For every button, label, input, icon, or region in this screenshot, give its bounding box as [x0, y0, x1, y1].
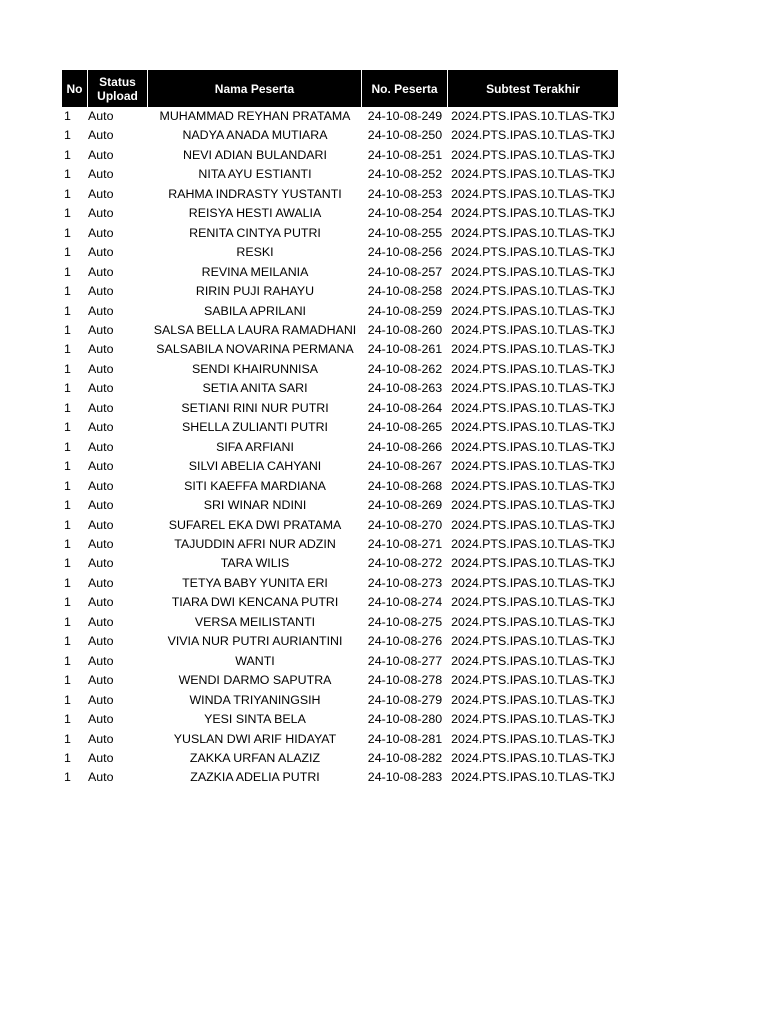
- cell-no-peserta: 24-10-08-276: [367, 634, 443, 649]
- cell-subtest-terakhir: 2024.PTS.IPAS.10.TLAS-TKJ: [451, 712, 615, 727]
- table-row: [62, 691, 618, 710]
- cell-status-upload: Auto: [88, 206, 114, 221]
- cell-nama-peserta: YUSLAN DWI ARIF HIDAYAT: [173, 731, 337, 746]
- cell-status-upload: Auto: [88, 400, 114, 415]
- cell-no-peserta: 24-10-08-258: [367, 284, 443, 299]
- cell-subtest-terakhir: 2024.PTS.IPAS.10.TLAS-TKJ: [451, 614, 615, 629]
- cell-no: 1: [64, 381, 71, 396]
- cell-status-upload: Auto: [88, 478, 114, 493]
- table-row: [62, 632, 618, 651]
- cell-nama-peserta: WENDI DARMO SAPUTRA: [178, 673, 332, 688]
- header-no: No: [62, 70, 88, 107]
- cell-no-peserta: 24-10-08-266: [367, 439, 443, 454]
- cell-no-peserta: 24-10-08-257: [367, 264, 443, 279]
- cell-no-peserta: 24-10-08-249: [367, 109, 443, 123]
- cell-nama-peserta: TARA WILIS: [220, 556, 290, 571]
- cell-no: 1: [64, 634, 71, 649]
- cell-no: 1: [64, 186, 71, 201]
- cell-no: 1: [64, 614, 71, 629]
- cell-nama-peserta: REVINA MEILANIA: [201, 264, 309, 279]
- cell-nama-peserta: TIARA DWI KENCANA PUTRI: [171, 595, 339, 610]
- cell-subtest-terakhir: 2024.PTS.IPAS.10.TLAS-TKJ: [451, 167, 615, 182]
- table-row: [62, 379, 618, 398]
- cell-nama-peserta: SETIANI RINI NUR PUTRI: [181, 400, 329, 415]
- table-row: [62, 282, 618, 301]
- cell-no: 1: [64, 595, 71, 610]
- cell-status-upload: Auto: [88, 731, 114, 746]
- table-row: [62, 321, 618, 340]
- cell-no-peserta: 24-10-08-273: [367, 575, 443, 590]
- cell-no: 1: [64, 498, 71, 513]
- cell-no-peserta: 24-10-08-252: [367, 167, 443, 182]
- cell-no: 1: [64, 109, 71, 123]
- cell-no: 1: [64, 225, 71, 240]
- cell-no-peserta: 24-10-08-272: [367, 556, 443, 571]
- cell-status-upload: Auto: [88, 109, 114, 123]
- cell-nama-peserta: SRI WINAR NDINI: [203, 498, 307, 513]
- cell-no: 1: [64, 439, 71, 454]
- cell-status-upload: Auto: [88, 634, 114, 649]
- cell-status-upload: Auto: [88, 556, 114, 571]
- header-no-peserta: No. Peserta: [362, 70, 448, 107]
- table-row: [62, 185, 618, 204]
- cell-subtest-terakhir: 2024.PTS.IPAS.10.TLAS-TKJ: [451, 361, 615, 376]
- cell-status-upload: Auto: [88, 342, 114, 357]
- cell-nama-peserta: RAHMA INDRASTY YUSTANTI: [168, 186, 342, 201]
- table-row: [62, 710, 618, 729]
- participant-sheet: [62, 70, 618, 788]
- cell-status-upload: Auto: [88, 303, 114, 318]
- cell-nama-peserta: VIVIA NUR PUTRI AURIANTINI: [167, 634, 343, 649]
- cell-status-upload: Auto: [88, 536, 114, 551]
- participant-table: [62, 70, 618, 788]
- cell-nama-peserta: NITA AYU ESTIANTI: [198, 167, 312, 182]
- cell-status-upload: Auto: [88, 361, 114, 376]
- table-row: [62, 146, 618, 165]
- cell-subtest-terakhir: 2024.PTS.IPAS.10.TLAS-TKJ: [451, 264, 615, 279]
- cell-no: 1: [64, 673, 71, 688]
- table-row: [62, 204, 618, 223]
- cell-subtest-terakhir: 2024.PTS.IPAS.10.TLAS-TKJ: [451, 381, 615, 396]
- cell-no-peserta: 24-10-08-271: [367, 536, 443, 551]
- cell-subtest-terakhir: 2024.PTS.IPAS.10.TLAS-TKJ: [451, 556, 615, 571]
- cell-subtest-terakhir: 2024.PTS.IPAS.10.TLAS-TKJ: [451, 284, 615, 299]
- cell-status-upload: Auto: [88, 595, 114, 610]
- cell-status-upload: Auto: [88, 712, 114, 727]
- cell-status-upload: Auto: [88, 322, 114, 337]
- cell-no: 1: [64, 750, 71, 765]
- table-row: [62, 516, 618, 535]
- cell-subtest-terakhir: 2024.PTS.IPAS.10.TLAS-TKJ: [451, 400, 615, 415]
- cell-status-upload: Auto: [88, 614, 114, 629]
- table-row: [62, 652, 618, 671]
- cell-no: 1: [64, 420, 71, 435]
- cell-no-peserta: 24-10-08-251: [367, 147, 443, 162]
- table-row: [62, 593, 618, 612]
- cell-subtest-terakhir: 2024.PTS.IPAS.10.TLAS-TKJ: [451, 770, 615, 785]
- cell-status-upload: Auto: [88, 245, 114, 260]
- cell-subtest-terakhir: 2024.PTS.IPAS.10.TLAS-TKJ: [451, 731, 615, 746]
- cell-no: 1: [64, 459, 71, 474]
- table-row: [62, 126, 618, 145]
- cell-no-peserta: 24-10-08-275: [367, 614, 443, 629]
- cell-no: 1: [64, 206, 71, 221]
- cell-subtest-terakhir: 2024.PTS.IPAS.10.TLAS-TKJ: [451, 342, 615, 357]
- table-row: [62, 477, 618, 496]
- cell-subtest-terakhir: 2024.PTS.IPAS.10.TLAS-TKJ: [451, 322, 615, 337]
- table-row: [62, 302, 618, 321]
- table-row: [62, 671, 618, 690]
- cell-no: 1: [64, 653, 71, 668]
- cell-subtest-terakhir: 2024.PTS.IPAS.10.TLAS-TKJ: [451, 206, 615, 221]
- table-row: [62, 730, 618, 749]
- cell-status-upload: Auto: [88, 186, 114, 201]
- table-row: [62, 496, 618, 515]
- cell-no-peserta: 24-10-08-282: [367, 750, 443, 765]
- cell-no: 1: [64, 575, 71, 590]
- cell-no-peserta: 24-10-08-278: [367, 673, 443, 688]
- cell-nama-peserta: ZAZKIA ADELIA PUTRI: [190, 770, 320, 785]
- table-row: [62, 613, 618, 632]
- cell-nama-peserta: SHELLA ZULIANTI PUTRI: [182, 420, 328, 435]
- cell-no-peserta: 24-10-08-264: [367, 400, 443, 415]
- cell-nama-peserta: RIRIN PUJI RAHAYU: [195, 284, 315, 299]
- cell-status-upload: Auto: [88, 225, 114, 240]
- cell-no: 1: [64, 128, 71, 143]
- table-row: [62, 224, 618, 243]
- cell-subtest-terakhir: 2024.PTS.IPAS.10.TLAS-TKJ: [451, 634, 615, 649]
- cell-nama-peserta: TETYA BABY YUNITA ERI: [182, 575, 328, 590]
- table-row: [62, 768, 618, 787]
- cell-no-peserta: 24-10-08-277: [367, 653, 443, 668]
- cell-no-peserta: 24-10-08-259: [367, 303, 443, 318]
- cell-subtest-terakhir: 2024.PTS.IPAS.10.TLAS-TKJ: [451, 750, 615, 765]
- cell-status-upload: Auto: [88, 575, 114, 590]
- cell-no-peserta: 24-10-08-280: [367, 712, 443, 727]
- cell-status-upload: Auto: [88, 147, 114, 162]
- cell-status-upload: Auto: [88, 459, 114, 474]
- cell-subtest-terakhir: 2024.PTS.IPAS.10.TLAS-TKJ: [451, 128, 615, 143]
- table-row: [62, 263, 618, 282]
- table-row: [62, 340, 618, 359]
- cell-no-peserta: 24-10-08-265: [367, 420, 443, 435]
- cell-no: 1: [64, 264, 71, 279]
- cell-no-peserta: 24-10-08-253: [367, 186, 443, 201]
- cell-subtest-terakhir: 2024.PTS.IPAS.10.TLAS-TKJ: [451, 420, 615, 435]
- table-row: [62, 438, 618, 457]
- cell-status-upload: Auto: [88, 498, 114, 513]
- cell-subtest-terakhir: 2024.PTS.IPAS.10.TLAS-TKJ: [451, 692, 615, 707]
- cell-no-peserta: 24-10-08-261: [367, 342, 443, 357]
- cell-subtest-terakhir: 2024.PTS.IPAS.10.TLAS-TKJ: [451, 303, 615, 318]
- cell-no: 1: [64, 400, 71, 415]
- cell-subtest-terakhir: 2024.PTS.IPAS.10.TLAS-TKJ: [451, 147, 615, 162]
- cell-no-peserta: 24-10-08-268: [367, 478, 443, 493]
- cell-no-peserta: 24-10-08-256: [367, 245, 443, 260]
- table-row: [62, 574, 618, 593]
- cell-nama-peserta: SENDI KHAIRUNNISA: [192, 361, 318, 376]
- cell-nama-peserta: ZAKKA URFAN ALAZIZ: [189, 750, 321, 765]
- cell-nama-peserta: SILVI ABELIA CAHYANI: [188, 459, 322, 474]
- cell-subtest-terakhir: 2024.PTS.IPAS.10.TLAS-TKJ: [451, 536, 615, 551]
- cell-nama-peserta: NEVI ADIAN BULANDARI: [183, 147, 327, 162]
- cell-no-peserta: 24-10-08-262: [367, 361, 443, 376]
- cell-no: 1: [64, 147, 71, 162]
- cell-nama-peserta: WANTI: [235, 653, 275, 668]
- cell-nama-peserta: SUFAREL EKA DWI PRATAMA: [168, 517, 342, 532]
- cell-nama-peserta: TAJUDDIN AFRI NUR ADZIN: [174, 536, 336, 551]
- cell-no-peserta: 24-10-08-260: [367, 322, 443, 337]
- cell-nama-peserta: SABILA APRILANI: [204, 303, 306, 318]
- cell-nama-peserta: WINDA TRIYANINGSIH: [189, 692, 321, 707]
- cell-status-upload: Auto: [88, 284, 114, 299]
- cell-no: 1: [64, 770, 71, 785]
- cell-status-upload: Auto: [88, 770, 114, 785]
- cell-status-upload: Auto: [88, 673, 114, 688]
- cell-subtest-terakhir: 2024.PTS.IPAS.10.TLAS-TKJ: [451, 653, 615, 668]
- table-row: [62, 457, 618, 476]
- cell-subtest-terakhir: 2024.PTS.IPAS.10.TLAS-TKJ: [451, 109, 615, 123]
- cell-no-peserta: 24-10-08-254: [367, 206, 443, 221]
- cell-no: 1: [64, 342, 71, 357]
- cell-status-upload: Auto: [88, 264, 114, 279]
- cell-status-upload: Auto: [88, 439, 114, 454]
- cell-subtest-terakhir: 2024.PTS.IPAS.10.TLAS-TKJ: [451, 673, 615, 688]
- cell-status-upload: Auto: [88, 420, 114, 435]
- cell-nama-peserta: SIFA ARFIANI: [216, 439, 294, 454]
- cell-subtest-terakhir: 2024.PTS.IPAS.10.TLAS-TKJ: [451, 478, 615, 493]
- cell-nama-peserta: SETIA ANITA SARI: [202, 381, 308, 396]
- header-row: [62, 70, 618, 107]
- cell-no-peserta: 24-10-08-269: [367, 498, 443, 513]
- cell-no: 1: [64, 731, 71, 746]
- cell-subtest-terakhir: 2024.PTS.IPAS.10.TLAS-TKJ: [451, 245, 615, 260]
- cell-no-peserta: 24-10-08-281: [367, 731, 443, 746]
- cell-subtest-terakhir: 2024.PTS.IPAS.10.TLAS-TKJ: [451, 225, 615, 240]
- header-status-upload: [88, 70, 148, 107]
- cell-no-peserta: 24-10-08-270: [367, 517, 443, 532]
- table-row: [62, 243, 618, 262]
- cell-status-upload: Auto: [88, 692, 114, 707]
- table-row: [62, 554, 618, 573]
- cell-subtest-terakhir: 2024.PTS.IPAS.10.TLAS-TKJ: [451, 459, 615, 474]
- cell-no: 1: [64, 245, 71, 260]
- header-subtest-terakhir: Subtest Terakhir: [448, 70, 618, 107]
- cell-nama-peserta: REISYA HESTI AWALIA: [188, 206, 322, 221]
- cell-nama-peserta: RENITA CINTYA PUTRI: [189, 225, 321, 240]
- cell-subtest-terakhir: 2024.PTS.IPAS.10.TLAS-TKJ: [451, 439, 615, 454]
- cell-no-peserta: 24-10-08-279: [367, 692, 443, 707]
- table-row: [62, 399, 618, 418]
- table-body: [62, 107, 618, 788]
- cell-nama-peserta: YESI SINTA BELA: [204, 712, 306, 727]
- cell-no-peserta: 24-10-08-283: [367, 770, 443, 785]
- cell-subtest-terakhir: 2024.PTS.IPAS.10.TLAS-TKJ: [451, 575, 615, 590]
- cell-status-upload: Auto: [88, 653, 114, 668]
- table-row: [62, 535, 618, 554]
- table-row: [62, 749, 618, 768]
- table-row: [62, 418, 618, 437]
- header-status-upload-line2: Upload: [97, 88, 138, 103]
- cell-no: 1: [64, 692, 71, 707]
- cell-no-peserta: 24-10-08-274: [367, 595, 443, 610]
- cell-status-upload: Auto: [88, 128, 114, 143]
- cell-nama-peserta: SALSABILA NOVARINA PERMANA: [156, 342, 354, 357]
- table-row: [62, 107, 618, 126]
- cell-nama-peserta: SALSA BELLA LAURA RAMADHANI: [153, 322, 357, 337]
- cell-nama-peserta: MUHAMMAD REYHAN PRATAMA: [159, 109, 351, 123]
- table-row: [62, 165, 618, 184]
- cell-no: 1: [64, 303, 71, 318]
- cell-no-peserta: 24-10-08-263: [367, 381, 443, 396]
- cell-no: 1: [64, 322, 71, 337]
- cell-no-peserta: 24-10-08-255: [367, 225, 443, 240]
- cell-no: 1: [64, 361, 71, 376]
- cell-subtest-terakhir: 2024.PTS.IPAS.10.TLAS-TKJ: [451, 186, 615, 201]
- cell-no: 1: [64, 167, 71, 182]
- cell-no: 1: [64, 517, 71, 532]
- cell-no: 1: [64, 478, 71, 493]
- cell-nama-peserta: SITI KAEFFA MARDIANA: [184, 478, 326, 493]
- cell-nama-peserta: NADYA ANADA MUTIARA: [182, 128, 328, 143]
- cell-no: 1: [64, 556, 71, 571]
- cell-no: 1: [64, 712, 71, 727]
- cell-status-upload: Auto: [88, 381, 114, 396]
- cell-status-upload: Auto: [88, 750, 114, 765]
- cell-subtest-terakhir: 2024.PTS.IPAS.10.TLAS-TKJ: [451, 517, 615, 532]
- cell-no: 1: [64, 536, 71, 551]
- header-nama-peserta: Nama Peserta: [148, 70, 362, 107]
- cell-status-upload: Auto: [88, 167, 114, 182]
- cell-subtest-terakhir: 2024.PTS.IPAS.10.TLAS-TKJ: [451, 595, 615, 610]
- cell-no: 1: [64, 284, 71, 299]
- cell-subtest-terakhir: 2024.PTS.IPAS.10.TLAS-TKJ: [451, 498, 615, 513]
- table-header: [62, 70, 618, 107]
- cell-status-upload: Auto: [88, 517, 114, 532]
- cell-no-peserta: 24-10-08-250: [367, 128, 443, 143]
- table-row: [62, 360, 618, 379]
- cell-nama-peserta: VERSA MEILISTANTI: [194, 614, 316, 629]
- cell-nama-peserta: RESKI: [236, 245, 274, 260]
- header-status-upload-line1: Status: [99, 74, 136, 89]
- cell-no-peserta: 24-10-08-267: [367, 459, 443, 474]
